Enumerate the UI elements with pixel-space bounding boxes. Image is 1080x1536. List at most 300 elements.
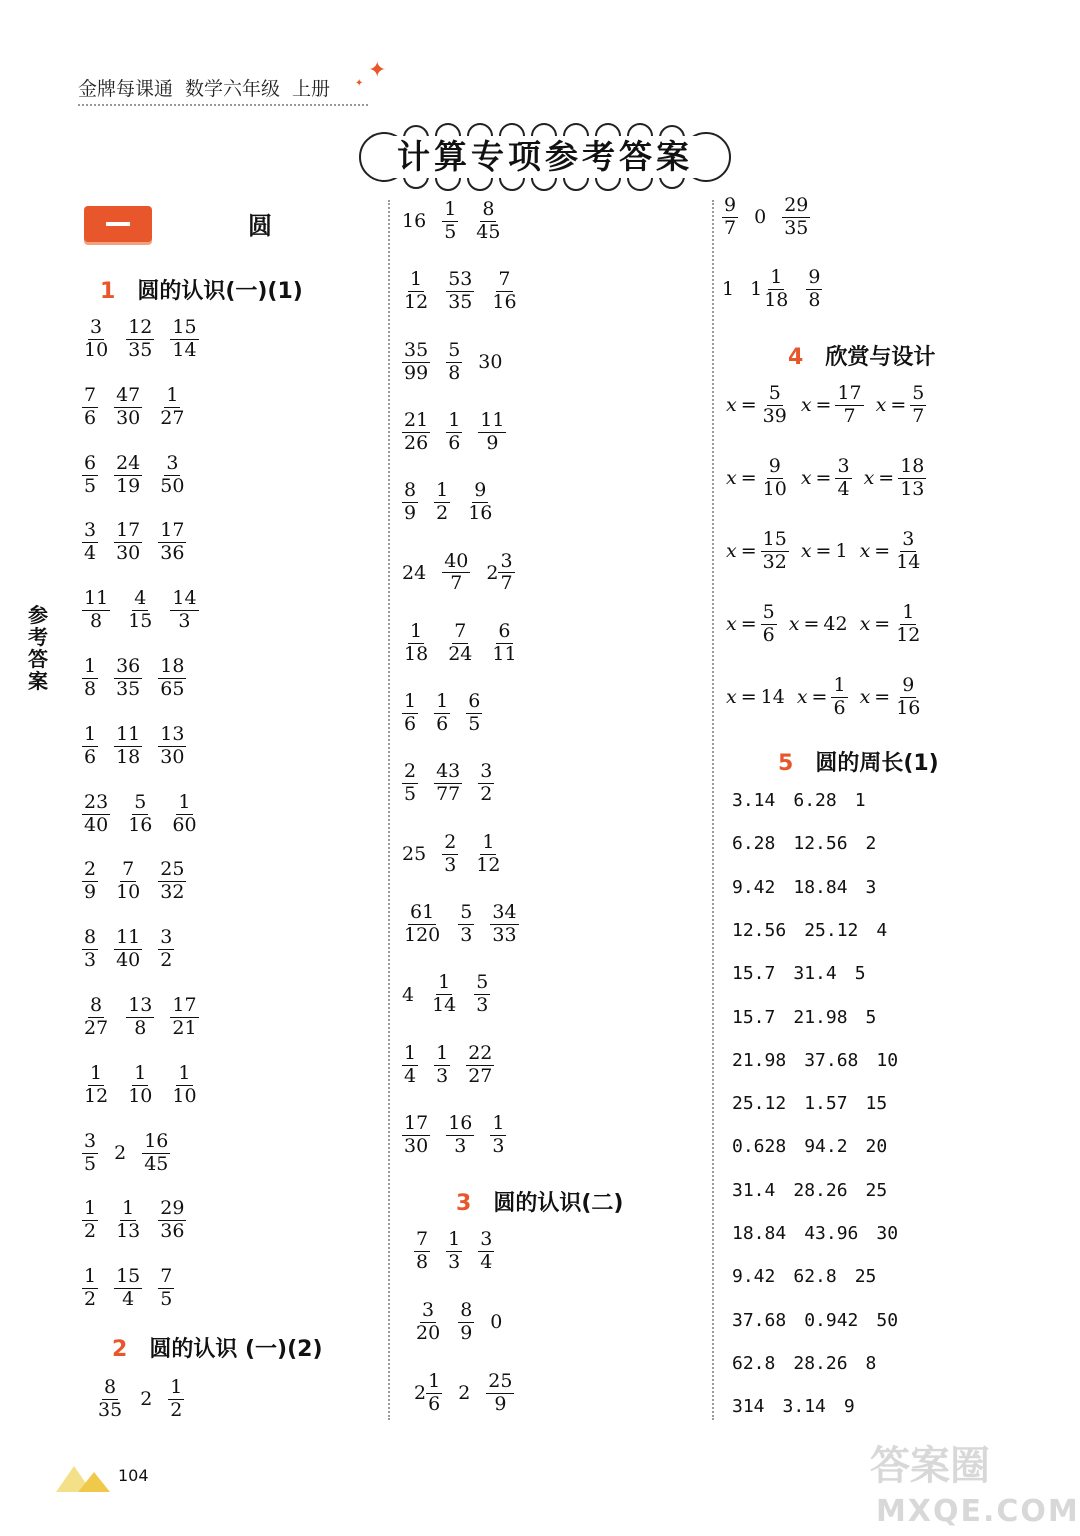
fraction bbox=[402, 408, 430, 454]
answer-row bbox=[722, 196, 810, 239]
fraction bbox=[442, 830, 458, 876]
numerator: 3 bbox=[84, 519, 97, 542]
fraction bbox=[782, 196, 810, 239]
denominator: 14 bbox=[896, 550, 921, 573]
answer-value: 3 bbox=[865, 876, 877, 898]
section-number: 5 bbox=[778, 751, 794, 776]
denominator: 32 bbox=[762, 550, 787, 573]
numerator: 17 bbox=[172, 994, 197, 1016]
fraction bbox=[170, 996, 198, 1039]
numerator: 1 bbox=[404, 1041, 417, 1064]
fraction bbox=[486, 1372, 514, 1415]
variable: x bbox=[796, 686, 808, 709]
denominator: 6 bbox=[84, 745, 97, 768]
answer-value: 43.96 bbox=[804, 1223, 859, 1244]
numerator: 1 bbox=[410, 619, 423, 642]
fraction bbox=[402, 1041, 418, 1087]
answer-value: 2 bbox=[140, 1388, 153, 1411]
denominator: 10 bbox=[128, 1084, 153, 1107]
variable: x bbox=[800, 394, 812, 417]
section-heading-2 bbox=[112, 1332, 323, 1363]
answer-value: 12.56 bbox=[732, 919, 787, 941]
equals-sign: = bbox=[740, 613, 757, 636]
numerator: 4 bbox=[134, 587, 147, 610]
answer-value: 18.84 bbox=[732, 1223, 787, 1244]
numerator: 11 bbox=[116, 722, 141, 745]
denominator: 10 bbox=[172, 1084, 197, 1107]
numerator: 9 bbox=[808, 266, 821, 288]
decimal-answer-row bbox=[732, 920, 887, 941]
answer-value: 3.14 bbox=[782, 1396, 826, 1418]
answer-row bbox=[82, 657, 186, 700]
answer-value: 31.4 bbox=[793, 963, 837, 985]
fraction bbox=[82, 318, 110, 361]
denominator: 3 bbox=[460, 923, 473, 946]
answer-row bbox=[726, 603, 922, 646]
denominator: 36 bbox=[160, 1220, 185, 1243]
fraction bbox=[806, 268, 822, 311]
numerator: 36 bbox=[116, 655, 141, 677]
equation-answer bbox=[801, 457, 852, 500]
fraction bbox=[82, 928, 98, 971]
denominator: 16 bbox=[896, 696, 921, 719]
denominator: 3 bbox=[84, 949, 97, 972]
numerator: 1 bbox=[90, 1061, 103, 1084]
numerator: 11 bbox=[480, 408, 505, 431]
equals-sign: = bbox=[740, 394, 757, 417]
numerator: 11 bbox=[116, 926, 141, 949]
answer-value: 37.68 bbox=[804, 1049, 859, 1071]
answer-value: 314 bbox=[732, 1396, 765, 1418]
fraction bbox=[446, 338, 462, 384]
answer-value: 25.12 bbox=[804, 919, 859, 941]
numerator: 8 bbox=[404, 479, 417, 502]
fraction bbox=[126, 589, 154, 632]
denominator: 7 bbox=[500, 572, 513, 595]
equation-answer bbox=[797, 676, 848, 719]
answer-value: 3.14 bbox=[732, 790, 776, 811]
fraction bbox=[170, 790, 198, 836]
fraction bbox=[474, 830, 502, 876]
fraction bbox=[114, 928, 142, 971]
answer-value: 2 bbox=[865, 833, 877, 855]
fraction bbox=[402, 481, 418, 524]
whole-part: 2 bbox=[486, 561, 499, 584]
denominator: 40 bbox=[116, 949, 141, 972]
numerator: 21 bbox=[404, 408, 429, 431]
equals-sign: = bbox=[815, 467, 832, 490]
denominator: 2 bbox=[480, 783, 493, 806]
decimal-answer-row bbox=[732, 1180, 887, 1201]
numerator: 1 bbox=[170, 1376, 183, 1398]
answer-value: 2 bbox=[458, 1382, 471, 1405]
watermark-logo: 答案圈 bbox=[870, 1443, 990, 1489]
equation-answer bbox=[801, 384, 864, 427]
fraction bbox=[170, 589, 198, 632]
fraction bbox=[168, 1378, 184, 1421]
numerator: 9 bbox=[474, 479, 487, 502]
fraction bbox=[126, 1061, 154, 1107]
denominator: 27 bbox=[468, 1064, 493, 1087]
header-divider bbox=[78, 104, 368, 106]
fraction bbox=[142, 1129, 170, 1175]
numerator: 13 bbox=[128, 994, 153, 1016]
answer-row bbox=[726, 676, 922, 719]
fraction bbox=[82, 1129, 98, 1175]
whole-part: 2 bbox=[414, 1382, 427, 1405]
numerator: 29 bbox=[784, 194, 809, 216]
fraction bbox=[114, 383, 142, 429]
answer-row bbox=[82, 722, 186, 768]
denominator: 26 bbox=[404, 431, 429, 454]
equation-answer bbox=[876, 384, 927, 427]
page-title: 计算专项参考答案 bbox=[397, 137, 693, 176]
denominator: 3 bbox=[476, 994, 489, 1017]
denominator: 6 bbox=[448, 431, 461, 454]
denominator: 3 bbox=[444, 853, 457, 876]
fraction bbox=[894, 603, 922, 646]
numerator: 1 bbox=[84, 655, 97, 677]
numerator: 3 bbox=[84, 1129, 97, 1152]
answer-value: 25 bbox=[865, 1179, 888, 1201]
numerator: 1 bbox=[448, 1228, 461, 1250]
answer-value: 28.26 bbox=[793, 1179, 848, 1201]
denominator: 10 bbox=[84, 338, 109, 361]
fraction bbox=[82, 860, 98, 903]
numerator: 5 bbox=[476, 971, 489, 994]
answer-row bbox=[402, 408, 506, 454]
section-number: 1 bbox=[100, 279, 116, 304]
answer-value: 25.12 bbox=[732, 1093, 787, 1115]
numerator: 16 bbox=[144, 1129, 169, 1152]
denominator: 6 bbox=[428, 1392, 441, 1415]
variable: x bbox=[726, 540, 737, 563]
denominator: 4 bbox=[122, 1288, 135, 1311]
numerator: 1 bbox=[166, 383, 179, 406]
denominator: 11 bbox=[492, 642, 517, 665]
variable: x bbox=[859, 686, 871, 709]
denominator: 20 bbox=[416, 1321, 441, 1344]
numerator: 3 bbox=[422, 1299, 435, 1321]
answer-row bbox=[722, 268, 822, 311]
answer-value: 9.42 bbox=[732, 1266, 776, 1288]
denominator: 30 bbox=[116, 542, 141, 565]
numerator: 53 bbox=[448, 268, 473, 291]
denominator: 5 bbox=[84, 1152, 97, 1175]
numerator: 3 bbox=[480, 1228, 493, 1250]
equation-answer bbox=[860, 676, 923, 719]
denominator: 4 bbox=[837, 477, 850, 500]
fraction bbox=[82, 1061, 110, 1107]
equation-answer bbox=[864, 457, 927, 500]
fraction bbox=[158, 657, 186, 700]
numerator: 6 bbox=[498, 619, 511, 642]
numerator: 13 bbox=[160, 722, 185, 745]
book-volume: 上册 bbox=[292, 78, 331, 100]
numerator: 3 bbox=[837, 455, 850, 477]
fraction bbox=[458, 903, 474, 946]
decimal-answer-row bbox=[732, 833, 876, 854]
equals-sign: = bbox=[878, 467, 895, 490]
section-heading-4 bbox=[788, 340, 935, 371]
numerator: 22 bbox=[468, 1041, 493, 1064]
answer-row bbox=[82, 1199, 186, 1242]
numerator: 6 bbox=[468, 690, 481, 713]
numerator: 7 bbox=[122, 858, 135, 881]
numerator: 11 bbox=[84, 587, 109, 610]
answer-value: 21.98 bbox=[793, 1006, 848, 1028]
numerator: 1 bbox=[404, 690, 417, 713]
fraction bbox=[82, 722, 98, 768]
fraction bbox=[910, 384, 926, 427]
denominator: 9 bbox=[486, 431, 499, 454]
fraction bbox=[761, 457, 789, 500]
answer-value: 0 bbox=[490, 1311, 503, 1334]
answer-row bbox=[402, 903, 519, 946]
mixed-number bbox=[750, 268, 790, 311]
answer-value: 9 bbox=[843, 1396, 855, 1418]
fraction bbox=[446, 619, 474, 665]
numerator: 5 bbox=[448, 338, 461, 361]
numerator: 9 bbox=[724, 194, 737, 216]
answer-row bbox=[726, 530, 922, 573]
answer-value: 14 bbox=[760, 686, 785, 709]
answer-value: 1.57 bbox=[804, 1093, 848, 1115]
numerator: 7 bbox=[454, 619, 467, 642]
numerator: 7 bbox=[160, 1265, 173, 1288]
answer-value: 9.42 bbox=[732, 876, 776, 898]
section-title: 圆的认识(一)(1) bbox=[137, 279, 303, 304]
numerator: 8 bbox=[482, 198, 495, 220]
numerator: 1 bbox=[902, 601, 915, 623]
numerator: 24 bbox=[116, 451, 141, 474]
fraction bbox=[402, 619, 430, 665]
denominator: 9 bbox=[404, 502, 417, 525]
numerator: 1 bbox=[84, 1197, 97, 1220]
answer-row bbox=[82, 860, 186, 903]
equals-sign: = bbox=[890, 394, 907, 417]
denominator: 65 bbox=[160, 677, 185, 700]
equals-sign: = bbox=[740, 467, 757, 490]
answer-value: 62.8 bbox=[732, 1352, 776, 1374]
whole-part: 1 bbox=[750, 278, 763, 301]
fraction bbox=[114, 521, 142, 564]
numerator: 14 bbox=[172, 587, 197, 610]
variable: x bbox=[800, 467, 812, 490]
equals-sign: = bbox=[815, 540, 832, 563]
variable: x bbox=[800, 540, 812, 563]
numerator: 1 bbox=[448, 408, 461, 431]
fraction bbox=[114, 451, 142, 497]
denominator: 21 bbox=[172, 1016, 197, 1039]
denominator: 9 bbox=[494, 1392, 507, 1415]
decimal-answer-row bbox=[732, 1050, 898, 1071]
denominator: 10 bbox=[762, 477, 787, 500]
numerator: 15 bbox=[116, 1265, 141, 1288]
variable: x bbox=[726, 613, 737, 636]
numerator: 61 bbox=[410, 901, 435, 923]
answer-value: 24 bbox=[402, 561, 427, 584]
fraction bbox=[402, 270, 430, 313]
page-number: 104 bbox=[118, 1466, 149, 1485]
answer-value: 18.84 bbox=[793, 876, 848, 898]
answer-value: 0.628 bbox=[732, 1136, 787, 1158]
denominator: 13 bbox=[116, 1220, 141, 1243]
numerator: 8 bbox=[460, 1299, 473, 1321]
numerator: 7 bbox=[498, 268, 511, 291]
denominator: 35 bbox=[98, 1398, 123, 1421]
equation-answer bbox=[726, 530, 789, 573]
answer-value: 25 bbox=[854, 1266, 877, 1288]
side-tab: 参考答案 bbox=[28, 603, 48, 693]
equation-answer bbox=[726, 457, 789, 500]
answer-row bbox=[402, 549, 515, 595]
answer-value: 30 bbox=[478, 351, 503, 374]
denominator: 19 bbox=[116, 474, 141, 497]
denominator: 7 bbox=[450, 572, 463, 595]
numerator: 34 bbox=[492, 901, 517, 923]
denominator: 35 bbox=[116, 677, 141, 700]
fraction bbox=[82, 589, 110, 632]
decimal-answer-row bbox=[732, 877, 876, 898]
denominator: 3 bbox=[178, 610, 191, 633]
denominator: 18 bbox=[404, 642, 429, 665]
unit-number-badge bbox=[84, 206, 152, 242]
denominator: 8 bbox=[808, 288, 821, 311]
answer-row bbox=[414, 1301, 502, 1344]
numerator: 1 bbox=[770, 266, 783, 288]
numerator: 5 bbox=[762, 601, 775, 623]
denominator: 33 bbox=[492, 923, 517, 946]
answer-value: 4 bbox=[402, 983, 415, 1006]
fraction bbox=[478, 408, 506, 454]
denominator: 4 bbox=[404, 1064, 417, 1087]
answer-row bbox=[82, 521, 186, 564]
fraction bbox=[490, 1111, 506, 1157]
numerator: 1 bbox=[84, 722, 97, 745]
column-divider-1 bbox=[388, 200, 390, 1420]
numerator: 29 bbox=[160, 1197, 185, 1220]
denominator: 3 bbox=[492, 1134, 505, 1157]
answer-value: 30 bbox=[876, 1223, 899, 1244]
denominator: 8 bbox=[134, 1016, 147, 1039]
answer-row bbox=[82, 318, 199, 361]
section-heading-1 bbox=[100, 274, 303, 305]
answer-row bbox=[82, 790, 199, 836]
denominator: 60 bbox=[172, 813, 197, 836]
numerator: 18 bbox=[900, 455, 925, 477]
denominator: 7 bbox=[724, 216, 737, 239]
denominator: 13 bbox=[900, 477, 925, 500]
equation-answer bbox=[860, 603, 923, 646]
equals-sign: = bbox=[874, 686, 891, 709]
denominator: 77 bbox=[436, 783, 461, 806]
answer-value: 15 bbox=[865, 1093, 888, 1115]
fraction bbox=[82, 451, 98, 497]
fraction bbox=[402, 762, 418, 805]
numerator: 1 bbox=[482, 830, 495, 853]
numerator: 1 bbox=[84, 1265, 97, 1288]
denominator: 35 bbox=[784, 216, 809, 239]
denominator: 45 bbox=[476, 220, 501, 243]
section-title: 圆的周长(1) bbox=[815, 751, 939, 776]
fraction bbox=[114, 1199, 142, 1242]
fraction bbox=[442, 549, 470, 595]
answer-row bbox=[402, 830, 502, 876]
answer-row bbox=[402, 973, 490, 1016]
book-subject: 数学六年级 bbox=[185, 78, 281, 100]
fraction bbox=[126, 318, 154, 361]
numerator: 3 bbox=[480, 760, 493, 783]
answer-value: 94.2 bbox=[804, 1136, 848, 1158]
denominator: 4 bbox=[480, 1250, 493, 1273]
answer-value: 25 bbox=[402, 843, 427, 866]
equals-sign: = bbox=[874, 540, 891, 563]
denominator: 3 bbox=[436, 1064, 449, 1087]
fraction bbox=[446, 1111, 474, 1157]
variable: x bbox=[859, 540, 871, 563]
numerator: 15 bbox=[762, 528, 787, 550]
fraction bbox=[474, 973, 490, 1016]
denominator: 24 bbox=[448, 642, 473, 665]
fraction bbox=[426, 1372, 442, 1415]
denominator: 16 bbox=[492, 291, 517, 314]
denominator: 45 bbox=[144, 1152, 169, 1175]
answer-value: 1 bbox=[722, 278, 735, 301]
column-divider-2 bbox=[712, 200, 714, 1420]
denominator: 8 bbox=[90, 610, 103, 633]
fraction bbox=[835, 457, 851, 500]
sparkle-small-icon: ✦ bbox=[355, 78, 364, 89]
numerator: 25 bbox=[488, 1370, 513, 1392]
denominator: 120 bbox=[404, 923, 441, 946]
denominator: 30 bbox=[160, 745, 185, 768]
equation-answer bbox=[726, 384, 789, 427]
fraction bbox=[126, 996, 154, 1039]
section-number: 2 bbox=[112, 1337, 128, 1362]
answer-row bbox=[82, 928, 174, 971]
mixed-number bbox=[414, 1372, 442, 1415]
decimal-answer-row bbox=[732, 790, 866, 811]
answer-value: 21.98 bbox=[732, 1049, 787, 1071]
fraction bbox=[158, 451, 186, 497]
decimal-answer-row bbox=[732, 1310, 898, 1331]
fraction bbox=[894, 530, 922, 573]
denominator: 36 bbox=[160, 542, 185, 565]
numerator: 1 bbox=[436, 690, 449, 713]
answer-row bbox=[402, 1111, 506, 1157]
answer-value: 1 bbox=[854, 790, 866, 811]
denominator: 8 bbox=[416, 1250, 429, 1273]
variable: x bbox=[726, 467, 737, 490]
denominator: 6 bbox=[84, 406, 97, 429]
denominator: 6 bbox=[436, 713, 449, 736]
denominator: 32 bbox=[160, 881, 185, 904]
fraction bbox=[82, 996, 110, 1039]
fraction bbox=[170, 1061, 198, 1107]
answer-value: 20 bbox=[865, 1136, 888, 1158]
answer-row bbox=[402, 1041, 494, 1087]
numerator: 1 bbox=[436, 479, 449, 502]
answer-row bbox=[414, 1372, 514, 1415]
fraction bbox=[114, 657, 142, 700]
answer-value: 15.7 bbox=[732, 1006, 776, 1028]
fraction bbox=[831, 676, 847, 719]
decimal-answer-row bbox=[732, 1353, 876, 1374]
equation-answer bbox=[726, 686, 785, 708]
denominator: 18 bbox=[764, 288, 789, 311]
answer-value: 5 bbox=[865, 1006, 877, 1028]
